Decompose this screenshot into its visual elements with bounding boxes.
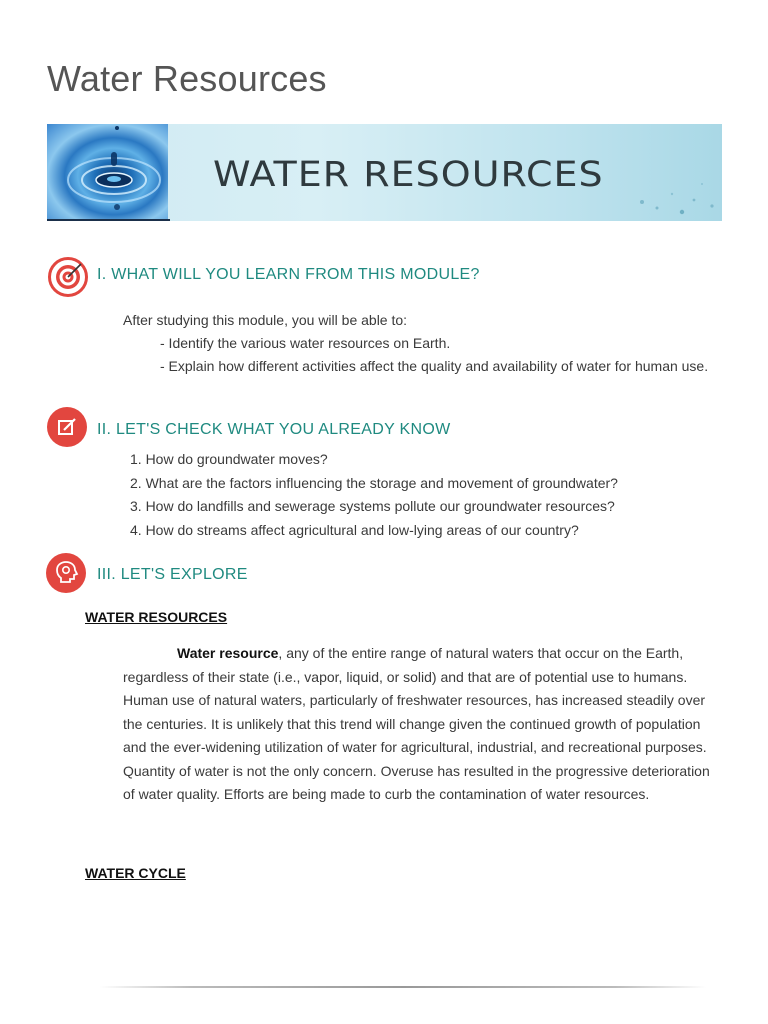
learn-intro: After studying this module, you will be able to: bbox=[123, 312, 408, 328]
subheading-water-cycle: WATER CYCLE bbox=[85, 865, 186, 881]
objective-item: - Identify the various water resources on Earth. bbox=[160, 335, 451, 351]
water-resource-paragraph bbox=[123, 642, 723, 807]
splash-decoration bbox=[602, 164, 722, 221]
section-heading-explore: III. LET'S EXPLORE bbox=[97, 566, 248, 583]
paragraph-body: , any of the entire range of natural waters that occur on the Earth, regardless of their state (i.e., vapor, liquid, or solid) and that are of potential use to humans. Human use of natural waters, particularly of freshwater resources, has increased steadily over the centuries. It is unlikely that this trend will change given the continued growth of population and the ever-widening utilization of water for agricultural, industrial, and recreational purposes. Quantity of water is not the only concern. Overuse has resulted in the progressive deterioration of water quality. Efforts are being made to curb the contamination of water resources. bbox=[123, 645, 710, 802]
list-item: 2. What are the factors influencing the storage and movement of groundwater? bbox=[130, 474, 618, 491]
document-title: Water Resources bbox=[47, 58, 327, 99]
banner-title: WATER RESOURCES bbox=[213, 153, 604, 195]
banner-underline bbox=[47, 219, 170, 221]
subheading-water-resources: WATER RESOURCES bbox=[85, 609, 228, 625]
title-banner bbox=[47, 124, 722, 221]
edit-note-icon bbox=[47, 407, 87, 447]
list-item: 3. How do landfills and sewerage systems pollute our groundwater resources? bbox=[130, 498, 615, 514]
objective-item: - Explain how different activities affect the quality and availability of water for human use. bbox=[160, 358, 709, 374]
question-list bbox=[130, 448, 730, 542]
footer-divider bbox=[100, 986, 706, 988]
target-icon bbox=[48, 257, 88, 297]
section-heading-check: II. LET'S CHECK WHAT YOU ALREADY KNOW bbox=[97, 421, 451, 438]
head-gear-icon bbox=[46, 553, 86, 593]
section-heading-learn: I. WHAT WILL YOU LEARN FROM THIS MODULE? bbox=[97, 266, 480, 283]
term-water-resource: Water resource bbox=[177, 645, 279, 661]
list-item: 4. How do streams affect agricultural and low-lying areas of our country? bbox=[130, 521, 579, 538]
water-drop-image bbox=[47, 124, 168, 219]
list-item: 1. How do groundwater moves? bbox=[130, 451, 328, 467]
